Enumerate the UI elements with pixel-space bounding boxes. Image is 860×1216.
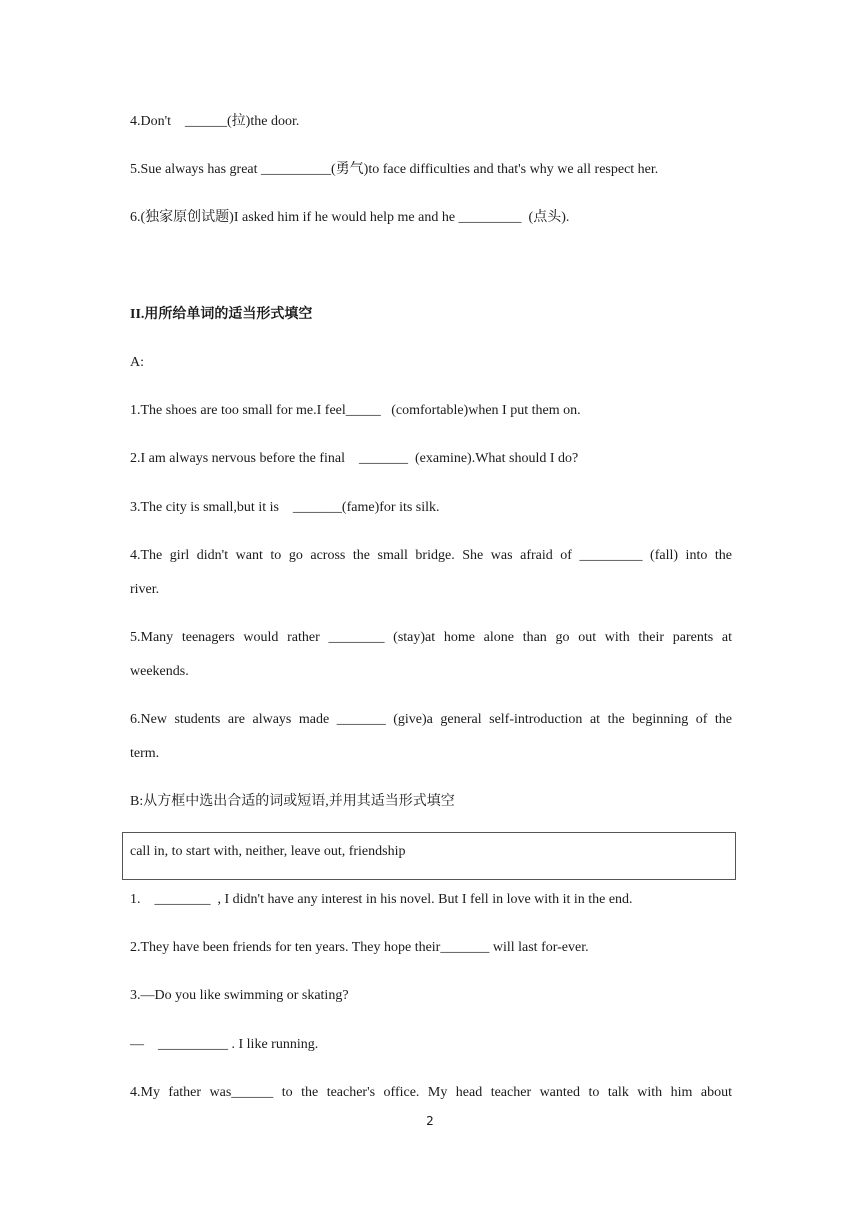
b-question-3-answer: — __________ . I like running. xyxy=(130,1037,319,1052)
part-b-label: B:从方框中选出合适的词或短语,并用其适当形式填空 xyxy=(130,794,455,809)
part-a-label: A: xyxy=(130,355,144,370)
b-question-1: 1. ________ , I didn't have any interest in his novel. But I fell in love with it in the end. xyxy=(130,892,633,907)
b-question-2: 2.They have been friends for ten years. They hope their_______ will last for-ever. xyxy=(130,940,589,955)
section-heading: II.用所给单词的适当形式填空 xyxy=(130,307,313,322)
a-question-6-line-2: term. xyxy=(130,746,160,761)
b-question-4-line-1: 4.My father was______ to the teacher's office. My head teacher wanted to talk with him about xyxy=(130,1085,732,1100)
page-number: 2 xyxy=(426,1114,434,1128)
a-question-1: 1.The shoes are too small for me.I feel_____ (comfortable)when I put them on. xyxy=(130,403,581,418)
a-question-3: 3.The city is small,but it is _______(fame)for its silk. xyxy=(130,500,440,515)
word-box xyxy=(122,832,736,880)
b-question-3: 3.—Do you like swimming or skating? xyxy=(130,988,349,1003)
a-question-5-line-2: weekends. xyxy=(130,664,189,679)
question-4: 4.Don't ______(拉)the door. xyxy=(130,114,300,129)
question-5: 5.Sue always has great __________(勇气)to face difficulties and that's why we all respect her. xyxy=(130,162,659,177)
question-6: 6.(独家原创试题)I asked him if he would help me and he _________ (点头). xyxy=(130,210,570,225)
a-question-5-line-1: 5.Many teenagers would rather ________ (stay)at home alone than go out with their parents at xyxy=(130,630,732,645)
a-question-2: 2.I am always nervous before the final _______ (examine).What should I do? xyxy=(130,451,579,466)
word-box-text: call in, to start with, neither, leave out, friendship xyxy=(130,844,406,859)
a-question-4-line-2: river. xyxy=(130,582,160,597)
a-question-4-line-1: 4.The girl didn't want to go across the small bridge. She was afraid of _________ (fall) into the xyxy=(130,548,732,563)
a-question-6-line-1: 6.New students are always made _______ (give)a general self-introduction at the beginning of the xyxy=(130,712,732,727)
